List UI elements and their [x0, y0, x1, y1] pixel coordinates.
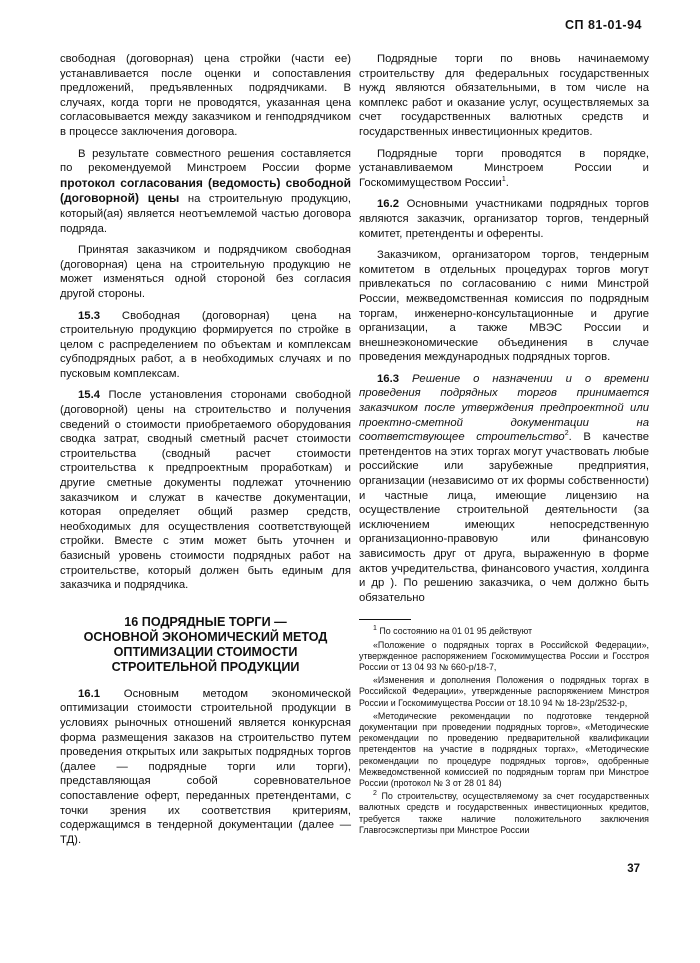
footnotes: [359, 626, 649, 836]
left-column: [60, 52, 351, 854]
right-column: [359, 52, 649, 838]
text-run: .: [505, 176, 509, 189]
heading-line: СТРОИТЕЛЬНОЙ ПРОДУКЦИИ: [111, 659, 300, 674]
text-run: После установления сторонами свободной (договорной) цены на строительство и получения сведений о стоимости приобретаемого оборудования сводка затрат, сводный сметный расчет стоимости строительства (сводный расчет стоимости строительства к предпроектным проработкам) и другие сметные документы подлежат уточнению заказчиком и служат в качестве документации, которая определяет общий размер средств, необходимых для осуществления соответствующей стройки. Вместе с этим может быть уточнен и базисный уровень стоимости подрядных работ на строительстве, который должен быть единым для заказчика и подрядчика.: [60, 389, 352, 592]
paragraph: [359, 197, 649, 241]
text-run: Основным методом экономической оптимизации стоимости строительной продукции в условиях рыночных отношений является конкурсная форма размещения заказов на строительство путем проведения открытых или закрытых подрядных торгов (далее — подрядные торги или торги), представляющая собой соревновательное сопоставление оферт, переданных претендентами, с точки зрения их соответствия критериям, содержащимся в тендерной документации (далее — ТД).: [60, 687, 352, 846]
clause-number: 15.4: [78, 389, 100, 402]
paragraph: [60, 309, 351, 382]
heading-line: ОСНОВНОЙ ЭКОНОМИЧЕСКИЙ МЕТОД: [83, 629, 328, 644]
footnote-ref: 1: [501, 175, 506, 183]
footnote: «Положение о подрядных торгах в Российской Федерации», утвержденное распоряжением Госкомимущества России и Госстроя России от 13 04 93 № 660-р/18-7,: [359, 639, 649, 672]
text-run: По состоянию на 01 01 95 действуют: [379, 626, 533, 637]
paragraph: [359, 372, 649, 606]
text-run: на строительную продукцию, который(ая) является неотъемлемой частью договора подряда.: [60, 193, 352, 235]
footnote-marker: 1: [373, 625, 377, 633]
heading-line: 16 ПОДРЯДНЫЕ ТОРГИ —: [124, 614, 287, 629]
paragraph: [359, 147, 649, 191]
bold-term: протокол согласования (ведомость) свободной (договорной) цены: [60, 175, 351, 206]
text-run: Подрядные торги проводятся в порядке, устанавливаемом Минстроем России и Госкомимуществом России: [359, 147, 649, 189]
text-run: Свободная (договорная) цена на строительную продукцию формируется по стройке в целом с распределением по объектам и комплексам субподрядных работ, а в необходимых случаях и по пусковым комплексам.: [60, 309, 351, 380]
paragraph: [60, 687, 351, 848]
text-run: Основными участниками подрядных торгов являются заказчик, организатор торгов, тендерный комитет, претенденты и оференты.: [359, 198, 649, 240]
italic-text: Решение о назначении и о времени проведения подрядных торгов принимается заказчиком после утверждения предпроектной или проектно-сметной документации на соответствующее строительство: [359, 372, 649, 444]
paragraph: Принятая заказчиком и подрядчиком свободная (договорная) цена на строительную продукцию не может изменяться одной стороной без согласия другой стороны.: [60, 244, 351, 300]
section-heading: [60, 615, 351, 675]
paragraph: [60, 388, 351, 592]
footnote: [359, 791, 649, 836]
paragraph: свободная (договорная) цена стройки (части ее) устанавливается после оценки и сопоставления предложений, предъявленных подрядчиками. В случаях, когда торги не проводятся, указанная цена согласовывается между заказчиком и генподрядчиком в процессе заключения договора.: [60, 53, 351, 138]
page-number: 37: [627, 863, 640, 875]
clause-number: 16.2: [377, 198, 399, 211]
footnote: «Изменения и дополнения Положения о подрядных торгах в Российской Федерации», утвержденные распоряжением Минстроя России и Госкомимущества России от 18.10 94 № 18-23р/2532-р,: [359, 675, 649, 708]
paragraph: Подрядные торги по вновь начинаемому строительству для федеральных государственных нужд являются обязательными, в том числе на комплекс работ и оказание услуг, осуществляемых за счет государственных валютных средств и государственных инвестиционных кредитов.: [359, 53, 649, 138]
text-run: По строительству, осуществляемому за счет государственных валютных средств и государственных инвестиционных кредитов, требуется также наличие положительного заключения Главгосэкспертизы при Минстрое России: [359, 791, 650, 835]
footnote-marker: 2: [373, 790, 377, 798]
text-run: . В качестве претендентов на этих торгах могут участвовать любые российские или зарубежные предприятия, организации (независимо от их формы собственности) и частные лица, имеющие лицензию на осуществление строительной деятельности (за исключением имеющих непосредственную организационно-правовую или финансовую зависимость друг от друга, выраженную в форме актов учредительства, финансового участия, холдинга и др ). По решению заказчика, о чем должно быть обязательно: [359, 431, 650, 604]
document-code: СП 81-01-94: [564, 18, 642, 32]
footnote: «Методические рекомендации по подготовке тендерной документации при проведении подрядных торгов», «Методические рекомендации по проведению предварительной квалификации претендентов на участие в подрядных торгах», «Методические рекомендации по процедуре подрядных торгов», одобренные Межведомственной комиссией по подрядным торгам при Минстрое России (протокол № 3 от 28 01 84): [359, 710, 649, 789]
footnote-divider: [359, 619, 411, 620]
text-run: В результате совместного решения составляется по рекомендуемой Минстроем России форме: [60, 147, 351, 175]
footnote-ref: 2: [564, 430, 569, 438]
clause-number: 16.1: [78, 687, 100, 700]
paragraph: [60, 147, 351, 237]
heading-line: ОПТИМИЗАЦИИ СТОИМОСТИ: [113, 644, 298, 659]
paragraph: Заказчиком, организатором торгов, тендерным комитетом в отдельных процедурах торгов могут привлекаться по согласованию с ними Минстрой России, межведомственная комиссия по подрядным торгам, инженерно-консультационные и другие организации, а также МВЭС России и внешнеэкономические объединения в случае проведения международных подрядных торгов.: [359, 249, 649, 364]
footnote: [359, 626, 649, 637]
clause-number: 15.3: [78, 309, 100, 322]
clause-number: 16.3: [377, 372, 399, 385]
